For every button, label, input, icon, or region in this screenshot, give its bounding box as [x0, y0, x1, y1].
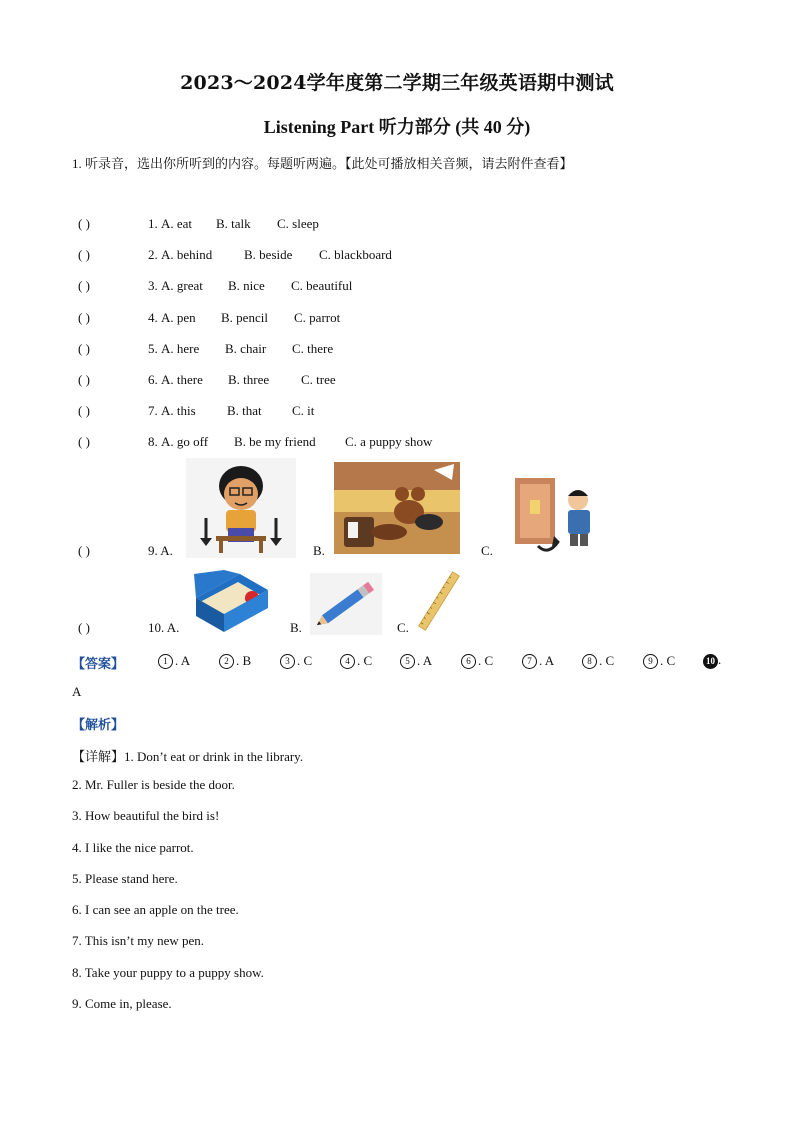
answer-number: 2	[219, 654, 234, 669]
option-b: B. nice	[228, 278, 265, 293]
answer-blank[interactable]: ( )	[78, 372, 90, 387]
analysis-line: 6. I can see an apple on the tree.	[72, 902, 239, 917]
question-number: 6.	[148, 372, 158, 387]
option-b: B. beside	[244, 247, 293, 262]
door-picture	[500, 470, 600, 554]
answer-item	[280, 653, 312, 669]
analysis-line: 2. Mr. Fuller is beside the door.	[72, 777, 235, 792]
option-b-label: B.	[290, 620, 302, 635]
answer-blank[interactable]: ( )	[78, 403, 90, 418]
pencil-picture	[310, 573, 382, 635]
answer-item	[461, 653, 493, 669]
answer-number: 9	[643, 654, 658, 669]
answer-item	[158, 653, 190, 669]
option-b: B. chair	[225, 341, 267, 356]
option-b: B. that	[227, 403, 262, 418]
lunchbox-picture	[190, 568, 276, 634]
option-c-label: C.	[481, 543, 493, 558]
analysis-line: 8. Take your puppy to a puppy show.	[72, 965, 264, 980]
answer-number: 10	[703, 654, 718, 669]
option-c: C. sleep	[277, 216, 319, 231]
question-number: 8.	[148, 434, 158, 449]
option-a: A. here	[161, 341, 200, 356]
answer-value: . A	[417, 653, 433, 668]
analysis-line: 【详解】1. Don’t eat or drink in the library.	[72, 749, 304, 764]
option-b: B. be my friend	[234, 434, 316, 449]
option-c: C. there	[292, 341, 334, 356]
answer-number: 4	[340, 654, 355, 669]
page-title: 2023～2024学年度第二学期三年级英语期中测试	[180, 72, 614, 94]
option-b-label: B.	[313, 543, 325, 558]
option-b: B. pencil	[221, 310, 268, 325]
answer-number: 3	[280, 654, 295, 669]
analysis-line: 9. Come in, please.	[72, 996, 172, 1011]
answer-item	[582, 653, 614, 669]
answer-number: 8	[582, 654, 597, 669]
answer-label: 【答案】	[72, 656, 125, 671]
answer-wrap: A	[72, 684, 82, 699]
question-number: 4.	[148, 310, 158, 325]
option-a: A. there	[161, 372, 203, 387]
answer-number: 1	[158, 654, 173, 669]
analysis-label: 【解析】	[72, 717, 125, 732]
option-a: A. eat	[161, 216, 193, 231]
answer-item	[643, 653, 675, 669]
answer-value: . C	[297, 653, 313, 668]
answer-number: 6	[461, 654, 476, 669]
option-c: C. tree	[301, 372, 336, 387]
answer-value: . B	[236, 653, 252, 668]
answer-item	[522, 653, 554, 669]
answer-blank[interactable]: ( )	[78, 434, 90, 449]
option-b: B. talk	[216, 216, 251, 231]
answer-value: . C	[357, 653, 373, 668]
question-number: 3.	[148, 278, 158, 293]
analysis-line: 7. This isn’t my new pen.	[72, 933, 205, 948]
question-number: 9. A.	[148, 543, 173, 558]
answer-value: . C	[478, 653, 494, 668]
boy-picture	[186, 458, 296, 558]
answer-value: . C	[660, 653, 676, 668]
answer-item	[400, 653, 432, 669]
answer-number: 5	[400, 654, 415, 669]
answer-value: . C	[599, 653, 615, 668]
answer-blank[interactable]: ( )	[78, 341, 90, 356]
mice-picture	[334, 462, 460, 554]
analysis-line: 5. Please stand here.	[72, 871, 178, 886]
option-c: C. it	[292, 403, 315, 418]
answer-item	[219, 653, 251, 669]
option-a: A. great	[161, 278, 203, 293]
option-c: C. parrot	[294, 310, 341, 325]
answer-value: . A	[175, 653, 191, 668]
option-a: A. go off	[161, 434, 209, 449]
answer-blank[interactable]: ( )	[78, 310, 90, 325]
option-c: C. blackboard	[319, 247, 392, 262]
answer-blank[interactable]: ( )	[78, 620, 90, 635]
option-c-label: C.	[397, 620, 409, 635]
option-a: A. this	[161, 403, 196, 418]
answer-value: .	[718, 652, 722, 667]
ruler-picture	[414, 570, 464, 632]
answer-value: . A	[539, 653, 555, 668]
answer-blank[interactable]: ( )	[78, 247, 90, 262]
analysis-line: 3. How beautiful the bird is!	[72, 808, 220, 823]
answer-blank[interactable]: ( )	[78, 278, 90, 293]
answer-item	[703, 652, 721, 669]
option-b: B. three	[228, 372, 270, 387]
answer-blank[interactable]: ( )	[78, 216, 90, 231]
option-a: A. behind	[161, 247, 213, 262]
answer-item	[340, 653, 372, 669]
question-number: 2.	[148, 247, 158, 262]
option-c: C. a puppy show	[345, 434, 433, 449]
answer-number: 7	[522, 654, 537, 669]
question-number: 5.	[148, 341, 158, 356]
answer-blank[interactable]: ( )	[78, 543, 90, 558]
option-a: A. pen	[161, 310, 196, 325]
question-number: 7.	[148, 403, 158, 418]
analysis-line: 4. I like the nice parrot.	[72, 840, 194, 855]
section-instruction: 1. 听录音，选出你所听到的内容。每题听两遍。【此处可播放相关音频，请去附件查看】	[72, 156, 573, 171]
page-subtitle: Listening Part 听力部分 (共 40 分)	[263, 117, 531, 137]
option-c: C. beautiful	[291, 278, 353, 293]
question-number: 10. A.	[148, 620, 180, 635]
question-number: 1.	[148, 216, 158, 231]
